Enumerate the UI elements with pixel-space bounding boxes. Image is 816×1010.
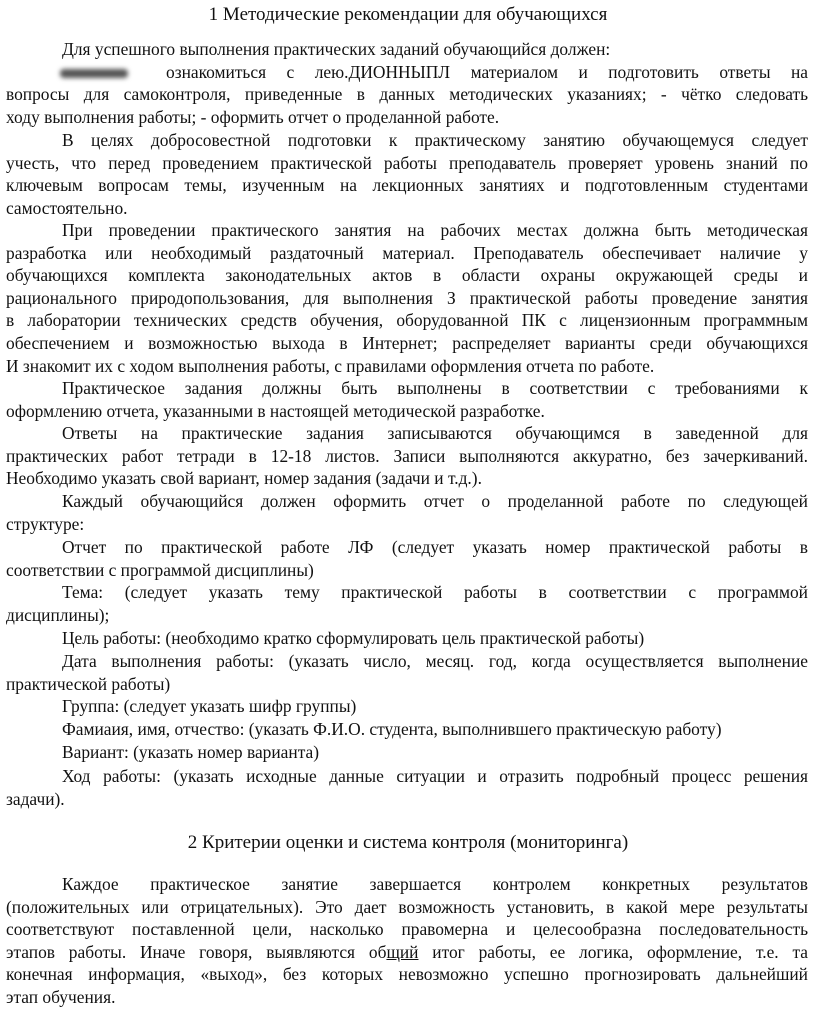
- paragraph-answers: [6, 422, 808, 490]
- text-line: ознакомиться с лею.ДИОННЫПЛ материалом и подготовить ответы на: [6, 61, 808, 84]
- text-line: самостоятельно.: [6, 197, 128, 218]
- report-item-group: [6, 695, 808, 718]
- text-line: Для успешного выполнения практических заданий обучающийся должен:: [62, 39, 611, 59]
- report-item-variant: [6, 741, 808, 764]
- text-line: учесть, что перед проведением практической работы преподаватель проверяет уровень знаний по: [6, 152, 808, 173]
- report-item-name: [6, 718, 808, 741]
- text-line: практической работы): [6, 673, 171, 694]
- paragraph-requirements: [6, 38, 808, 128]
- text-line: задачи).: [6, 788, 65, 809]
- text-line: ключевым вопросам темы, изученным на лекционных занятиях и подготовленным студентами: [6, 175, 808, 196]
- underlined-word: щий: [386, 941, 419, 962]
- paragraph-compliance: [6, 377, 808, 422]
- text-line: Тема: (следует указать тему практической работы в соответствии с программой: [62, 582, 808, 602]
- text-line: Каждый обучающийся должен оформить отчет о проделанной работе по следующей: [62, 491, 808, 511]
- text-line: Каждое практическое занятие завершается контролем конкретных результатов: [62, 874, 808, 894]
- text-line: Вариант: (указать номер варианта): [62, 742, 320, 762]
- paragraph-evaluation: [6, 873, 808, 1009]
- text-line: разработка или необходимый раздаточный материал. Преподаватель обеспечивает наличие у: [6, 242, 808, 263]
- paragraph-preparation: [6, 129, 808, 219]
- text-line: И знакомит их с ходом выполнения работы, с правилами оформления отчета по работе.: [6, 355, 655, 376]
- text-line: При проведении практического занятия на рабочих местах должна быть методическая: [62, 220, 808, 240]
- text-line: оформлению отчета, указанными в настоящей методической разработке.: [6, 400, 545, 421]
- text-line: дисциплины);: [6, 604, 110, 625]
- redaction-mark: [60, 69, 128, 78]
- report-item-goal: [6, 627, 808, 650]
- report-item-date: [6, 650, 808, 695]
- text-line: структуре:: [6, 513, 85, 534]
- text-line: Дата выполнения работы: (указать число, месяц. год, когда осуществляется выполнение: [62, 651, 808, 671]
- text-line: обучающихся комплекта законодательных актов в области охраны окружающей среды и: [6, 265, 808, 286]
- text-line: соответствуют поставленной цели, насколько правомерна и целесообразна последовательность: [6, 919, 808, 940]
- text-line: Практическое задания должны быть выполнены в соответствии с требованиями к: [62, 378, 808, 398]
- text-line: (положительных или отрицательных). Это дает возможность установить, в какой мере результаты: [6, 896, 808, 917]
- text-line: В целях добросовестной подготовки к практическому занятию обучающемуся следует: [62, 130, 808, 150]
- text-line: конечная информация, «выход», без которых невозможно успешно прогнозировать дальнейший: [6, 964, 808, 985]
- text-line: этап обучения.: [6, 986, 116, 1007]
- paragraph-report-structure: [6, 490, 808, 535]
- report-item-title: [6, 536, 808, 581]
- text-line: рационального природопользования, для выполнения З практической работы проведение занятия: [6, 287, 808, 308]
- text-line: ходу выполнения работы; - оформить отчет о проделанной работе.: [6, 106, 500, 127]
- text-line: Отчет по практической работе ЛФ (следует указать номер практической работы в: [62, 537, 808, 557]
- text-line: практических работ тетради в 12-18 листов. Записи выполняются аккуратно, без зачеркиваний.: [6, 445, 808, 466]
- text-line: Фамиаия, имя, отчество: (указать Ф.И.О. студента, выполнившего практическую работу): [62, 719, 722, 739]
- text-line: обеспечением и возможностью выхода в Интернет; распределяет варианты среди обучающихся: [6, 332, 808, 353]
- text-line: Группа: (следует указать шифр группы): [62, 696, 357, 716]
- report-item-topic: [6, 581, 808, 626]
- text-line: Цель работы: (необходимо кратко сформулировать цель практической работы): [62, 628, 645, 648]
- text-line: Ответы на практические задания записываются обучающимся в заведенной для: [62, 423, 808, 443]
- text-line: соответствии с программой дисциплины): [6, 559, 314, 580]
- text-line: вопросы для самоконтроля, приведенные в данных методических указаниях; - чётко следовать: [6, 84, 808, 105]
- text-line: в лаборатории технических средств обучения, оборудованной ПК с лицензионным программным: [6, 310, 808, 331]
- text-line: Необходимо указать свой вариант, номер задания (задачи и т.д.).: [6, 468, 482, 489]
- text-line: этапов работы. Иначе говоря, выявляются общий итог работы, ее логика, оформление, т.е. та: [6, 941, 809, 962]
- section-1-heading: 1 Методические рекомендации для обучающихся: [208, 4, 608, 25]
- text-line: Ход работы: (указать исходные данные ситуации и отразить подробный процесс решения: [62, 766, 808, 786]
- paragraph-conducting: [6, 219, 808, 377]
- report-item-progress: [6, 765, 808, 810]
- section-2-heading: 2 Критерии оценки и система контроля (мониторинга): [187, 832, 629, 853]
